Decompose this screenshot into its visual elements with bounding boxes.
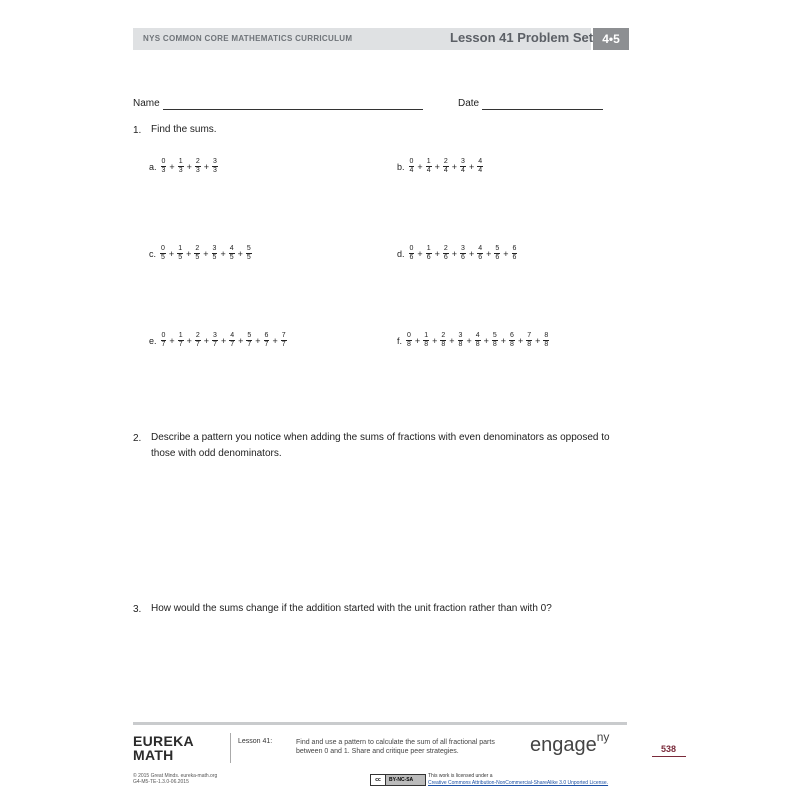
q1-text: Find the sums. — [151, 124, 217, 135]
denominator: 8 — [492, 341, 497, 348]
fraction — [195, 158, 201, 175]
lesson-title: Lesson 41 Problem Set — [450, 30, 594, 45]
denominator: 7 — [178, 341, 183, 348]
fraction — [460, 245, 466, 262]
engage-sup: ny — [596, 730, 610, 744]
problem-label: e. — [149, 335, 157, 346]
numerator: 2 — [443, 245, 448, 252]
fraction — [246, 245, 252, 262]
denominator: 7 — [281, 341, 286, 348]
plus-sign: + — [169, 335, 175, 346]
plus-sign: + — [255, 335, 261, 346]
numerator: 6 — [512, 245, 517, 252]
numerator: 6 — [510, 332, 514, 339]
numerator: 0 — [161, 158, 166, 165]
numerator: 4 — [230, 332, 235, 339]
numerator: 6 — [264, 332, 269, 339]
fraction — [494, 245, 500, 262]
fraction — [177, 245, 183, 262]
plus-sign: + — [486, 248, 492, 259]
numerator: 4 — [229, 245, 234, 252]
plus-sign: + — [483, 335, 489, 346]
plus-sign: + — [272, 335, 278, 346]
numerator: 3 — [461, 158, 465, 165]
numerator: 2 — [195, 158, 200, 165]
fraction — [512, 245, 518, 262]
numerator: 2 — [443, 158, 448, 165]
numerator: 0 — [161, 245, 165, 252]
denominator: 5 — [161, 254, 165, 261]
q3-number: 3. — [133, 604, 142, 615]
fraction — [212, 332, 218, 349]
footer-divider — [230, 733, 231, 763]
denominator: 4 — [443, 167, 448, 174]
fraction — [443, 158, 449, 175]
fraction — [543, 332, 549, 349]
denominator: 5 — [178, 254, 183, 261]
page-number-underline — [652, 756, 686, 757]
plus-sign: + — [434, 161, 440, 172]
q2-text-line2: those with odd denominators. — [151, 448, 282, 459]
numerator: 3 — [213, 332, 217, 339]
fraction — [409, 158, 415, 175]
denominator: 6 — [512, 254, 517, 261]
problem-a — [149, 158, 219, 175]
module-badge: 4•5 — [593, 28, 629, 50]
denominator: 4 — [478, 167, 483, 174]
plus-sign: + — [220, 248, 226, 259]
plus-sign: + — [238, 335, 244, 346]
denominator: 7 — [247, 341, 252, 348]
fraction — [246, 332, 252, 349]
plus-sign: + — [468, 161, 475, 172]
denominator: 6 — [461, 254, 465, 261]
date-field[interactable] — [482, 109, 603, 110]
numerator: 5 — [492, 332, 497, 339]
eureka-logo-line2: MATH — [133, 747, 174, 763]
denominator: 3 — [195, 167, 200, 174]
denominator: 8 — [441, 341, 446, 348]
denominator: 8 — [475, 341, 480, 348]
fraction — [426, 158, 432, 175]
numerator: 0 — [407, 332, 411, 339]
plus-sign: + — [417, 161, 423, 172]
numerator: 1 — [178, 158, 183, 165]
problem-d — [397, 245, 518, 262]
q1-number: 1. — [133, 125, 142, 136]
fraction — [458, 332, 464, 349]
denominator: 4 — [409, 167, 414, 174]
plus-sign: + — [186, 248, 192, 259]
numerator: 3 — [212, 245, 217, 252]
fraction — [406, 332, 412, 349]
fraction — [526, 332, 532, 349]
fraction — [229, 332, 235, 349]
plus-sign: + — [417, 248, 423, 259]
fraction — [409, 245, 415, 262]
problem-c — [149, 245, 253, 262]
plus-sign: + — [517, 335, 524, 346]
cc-badge-text: BY-NC-SA — [389, 777, 414, 783]
denominator: 5 — [195, 254, 200, 261]
denominator: 4 — [461, 167, 465, 174]
plus-sign: + — [466, 335, 472, 346]
denominator: 6 — [478, 254, 483, 261]
plus-sign: + — [503, 248, 509, 259]
plus-sign: + — [449, 335, 455, 346]
denominator: 5 — [246, 254, 251, 261]
denominator: 8 — [527, 341, 532, 348]
copyright-line1: © 2015 Great Minds. eureka-math.org — [133, 773, 218, 779]
plus-sign: + — [168, 248, 175, 259]
plus-sign: + — [203, 248, 209, 259]
plus-sign: + — [451, 248, 458, 259]
copyright-line2: G4-M5-TE-1.3.0-06.2015 — [133, 779, 189, 785]
numerator: 4 — [475, 332, 480, 339]
plus-sign: + — [500, 335, 507, 346]
fraction — [477, 245, 483, 262]
license-text: This work is licensed under a — [428, 773, 493, 779]
denominator: 8 — [544, 341, 549, 348]
denominator: 7 — [230, 341, 235, 348]
problem-label: c. — [149, 248, 157, 259]
plus-sign: + — [535, 335, 541, 346]
numerator: 5 — [495, 245, 500, 252]
numerator: 1 — [426, 245, 431, 252]
plus-sign: + — [237, 248, 243, 259]
fraction — [426, 245, 432, 262]
denominator: 8 — [424, 341, 429, 348]
footer-rule — [133, 722, 627, 725]
denominator: 6 — [426, 254, 431, 261]
fraction — [460, 158, 466, 175]
q2-text-line1: Describe a pattern you notice when adding the sums of fractions with even denominators as opposed to — [151, 432, 610, 443]
page-number: 538 — [661, 744, 677, 754]
plus-sign: + — [203, 161, 210, 172]
problem-label: a. — [149, 161, 157, 172]
numerator: 1 — [424, 332, 429, 339]
fraction — [229, 245, 235, 262]
footer-lesson: Lesson 41: — [238, 738, 273, 745]
denominator: 7 — [264, 341, 269, 348]
denominator: 3 — [161, 167, 166, 174]
fraction — [509, 332, 515, 349]
eureka-logo-line1: EUREKA — [133, 733, 194, 749]
fraction — [195, 332, 201, 349]
denominator: 8 — [407, 341, 411, 348]
numerator: 4 — [478, 245, 483, 252]
engage-text: engage — [530, 734, 597, 756]
denominator: 3 — [213, 167, 217, 174]
fraction — [475, 332, 481, 349]
fraction — [443, 245, 449, 262]
fraction — [423, 332, 429, 349]
denominator: 7 — [195, 341, 200, 348]
fraction — [477, 158, 483, 175]
q2-number: 2. — [133, 433, 142, 444]
denominator: 4 — [426, 167, 431, 174]
numerator: 1 — [178, 245, 183, 252]
denominator: 7 — [213, 341, 217, 348]
fraction — [160, 245, 166, 262]
numerator: 5 — [247, 332, 252, 339]
footer-description — [296, 738, 516, 756]
q3-text: How would the sums change if the addition started with the unit fraction rather than with 0? — [151, 603, 552, 614]
fraction — [492, 332, 498, 349]
fraction — [440, 332, 446, 349]
numerator: 2 — [195, 332, 200, 339]
denominator: 8 — [510, 341, 514, 348]
fraction — [194, 245, 200, 262]
fraction — [212, 158, 218, 175]
fraction — [178, 158, 184, 175]
numerator: 7 — [281, 332, 286, 339]
plus-sign: + — [434, 248, 440, 259]
problem-label: d. — [397, 248, 405, 259]
numerator: 0 — [409, 245, 414, 252]
numerator: 8 — [544, 332, 549, 339]
problem-e — [149, 332, 288, 349]
numerator: 0 — [161, 332, 166, 339]
numerator: 1 — [178, 332, 183, 339]
denominator: 7 — [161, 341, 166, 348]
problem-f — [397, 332, 550, 349]
denominator: 8 — [458, 341, 463, 348]
plus-sign: + — [203, 335, 210, 346]
numerator: 2 — [195, 245, 200, 252]
denominator: 5 — [212, 254, 217, 261]
numerator: 4 — [478, 158, 483, 165]
denominator: 6 — [443, 254, 448, 261]
plus-sign: + — [468, 248, 475, 259]
numerator: 3 — [213, 158, 217, 165]
problem-label: b. — [397, 161, 405, 172]
numerator: 5 — [246, 245, 251, 252]
creative-commons-badge — [370, 774, 426, 786]
fraction — [178, 332, 184, 349]
denominator: 3 — [178, 167, 183, 174]
curriculum-title: NYS COMMON CORE MATHEMATICS CURRICULUM — [143, 34, 353, 43]
denominator: 6 — [495, 254, 500, 261]
cc-icon: cc — [371, 775, 386, 785]
fraction — [264, 332, 270, 349]
problem-label: f. — [397, 335, 403, 346]
numerator: 7 — [527, 332, 532, 339]
plus-sign: + — [451, 161, 458, 172]
denominator: 5 — [229, 254, 234, 261]
plus-sign: + — [220, 335, 227, 346]
license-link[interactable]: Creative Commons Attribution-NonCommercial-ShareAlike 3.0 Unported License. — [428, 780, 609, 786]
numerator: 0 — [409, 158, 414, 165]
plus-sign: + — [432, 335, 438, 346]
fraction — [161, 332, 167, 349]
plus-sign: + — [169, 161, 175, 172]
fraction — [212, 245, 218, 262]
numerator: 1 — [426, 158, 431, 165]
plus-sign: + — [186, 161, 192, 172]
numerator: 3 — [458, 332, 463, 339]
name-field[interactable] — [163, 109, 423, 110]
numerator: 3 — [461, 245, 465, 252]
denominator: 6 — [409, 254, 414, 261]
numerator: 2 — [441, 332, 446, 339]
problem-b — [397, 158, 484, 175]
footer-desc-line2: between 0 and 1. Share and critique peer strategies. — [296, 748, 459, 755]
fraction — [281, 332, 287, 349]
plus-sign: + — [414, 335, 421, 346]
footer-desc-line1: Find and use a pattern to calculate the sum of all fractional parts — [296, 739, 495, 746]
fraction — [161, 158, 167, 175]
name-label: Name — [133, 98, 160, 109]
plus-sign: + — [186, 335, 192, 346]
engageny-logo — [530, 730, 610, 757]
date-label: Date — [458, 98, 480, 109]
